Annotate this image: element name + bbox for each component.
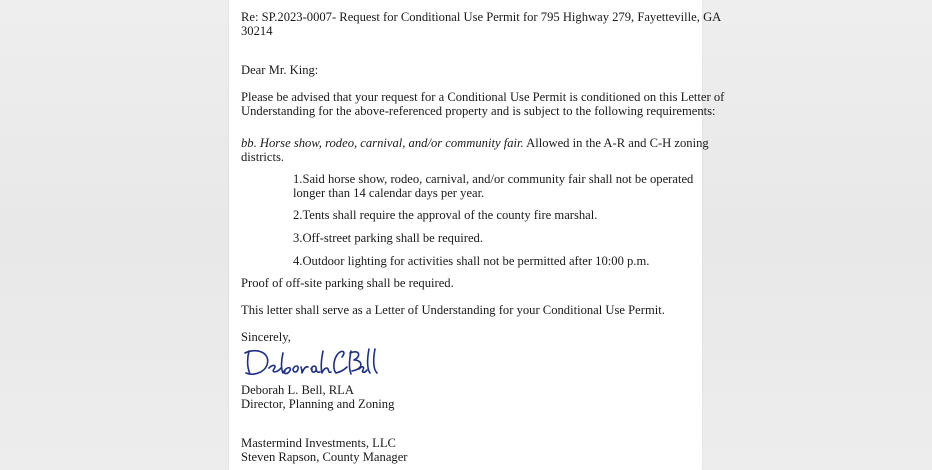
requirement-4: 4.Outdoor lighting for activities shall not be permitted after 10:00 p.m. [293,254,650,268]
background-left [0,0,229,470]
requirement-1-line-1: 1.Said horse show, rodeo, carnival, and/or community fair shall not be operated [293,172,694,186]
requirement-3: 3.Off-street parking shall be required. [293,231,484,245]
salutation: Dear Mr. King: [241,63,319,77]
letter-page [229,0,725,470]
cc-line-2: Steven Rapson, County Manager [241,450,408,464]
section-text: Allowed in the A-R and C-H zoning [523,136,709,150]
requirement-2: 2.Tents shall require the approval of the county fire marshal. [293,208,598,222]
intro-paragraph-line-1: Please be advised that your request for a Conditional Use Permit is conditioned on this Letter of [241,90,725,104]
requirement-1-line-2: longer than 14 calendar days per year. [293,186,485,200]
cc-line-1: Mastermind Investments, LLC [241,436,396,450]
background-right [702,0,932,470]
proof-line: Proof of off-site parking shall be required. [241,276,454,290]
intro-paragraph-line-2: Understanding for the above-referenced property and is subject to the following requirements: [241,104,716,118]
re-line-continued: 30214 [241,24,273,38]
sign-off: Sincerely, [241,330,291,344]
signer-name: Deborah L. Bell, RLA [241,383,354,397]
section-heading-line [241,136,709,150]
signer-title: Director, Planning and Zoning [241,397,395,411]
signature [241,343,381,383]
section-text-continued: districts. [241,150,285,164]
re-line: Re: SP.2023-0007- Request for Conditional Use Permit for 795 Highway 279, Fayetteville, GA [241,10,722,24]
closing-statement: This letter shall serve as a Letter of Understanding for your Conditional Use Permit. [241,303,665,317]
section-title: bb. Horse show, rodeo, carnival, and/or community fair. [241,136,524,150]
